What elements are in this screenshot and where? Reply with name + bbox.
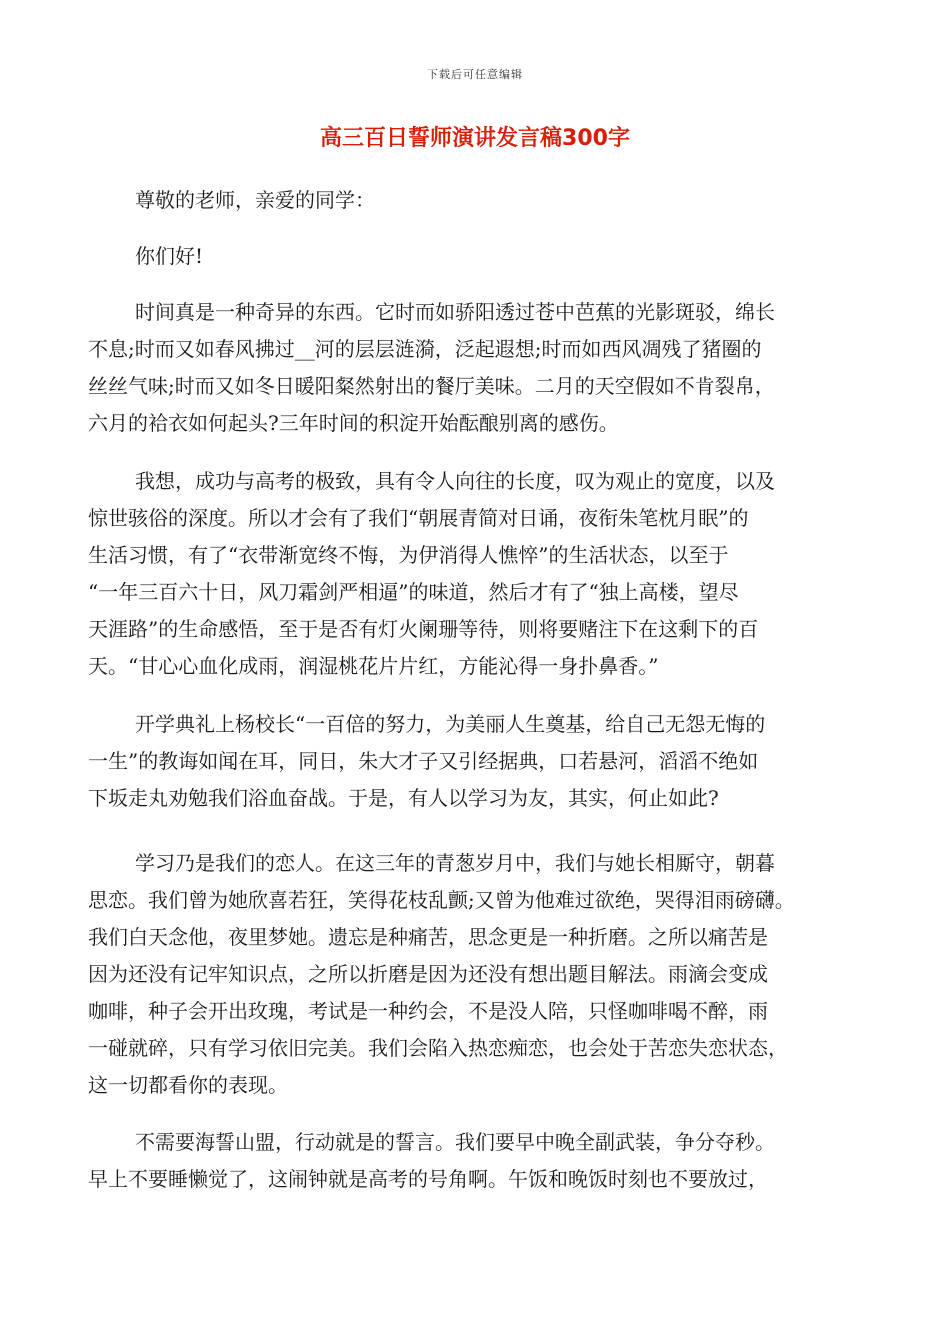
paragraph-line: 早上不要睡懒觉了，这闹钟就是高考的号角啊。午饭和晚饭时刻也不要放过， bbox=[88, 1167, 768, 1191]
paragraph-line: 这一切都看你的表现。 bbox=[88, 1073, 288, 1097]
paragraph bbox=[88, 706, 868, 817]
paragraph bbox=[88, 1124, 868, 1198]
paragraph-line: 我想，成功与高考的极致，具有令人向往的长度，叹为观止的宽度，以及 bbox=[135, 469, 775, 493]
document-title: 高三百日誓师演讲发言稿300字 bbox=[320, 126, 630, 151]
paragraph-line: 不需要海誓山盟，行动就是的誓言。我们要早中晚全副武装，争分夺秒。 bbox=[135, 1130, 775, 1154]
paragraph-line: 学习乃是我们的恋人。在这三年的青葱岁月中，我们与她长相厮守，朝暮 bbox=[135, 851, 775, 875]
paragraph-line: 不息;时而又如春风拂过__河的层层涟漪，泛起遐想;时而如西风凋残了猪圈的 bbox=[88, 337, 762, 361]
paragraph-line: 思恋。我们曾为她欣喜若狂，笑得花枝乱颤;又曾为他难过欲绝，哭得泪雨磅礴。 bbox=[88, 888, 795, 912]
paragraph bbox=[88, 845, 868, 1104]
paragraph-line: 生活习惯，有了“衣带渐宽终不悔，为伊消得人憔悴”的生活状态，以至于 bbox=[88, 543, 729, 567]
paragraph-line: 因为还没有记牢知识点，之所以折磨是因为还没有想出题目解法。雨滴会变成 bbox=[88, 962, 768, 986]
download-note: 下载后可任意编辑 bbox=[427, 68, 523, 81]
paragraph-line: 开学典礼上杨校长“一百倍的努力，为美丽人生奠基，给自己无怨无悔的 bbox=[135, 712, 766, 736]
paragraph-line: 时间真是一种奇异的东西。它时而如骄阳透过苍中芭蕉的光影斑驳，绵长 bbox=[135, 300, 775, 324]
paragraph-line: 一碰就碎，只有学习依旧完美。我们会陷入热恋痴恋，也会处于苦恋失恋状态， bbox=[88, 1036, 788, 1060]
paragraph bbox=[88, 294, 868, 442]
paragraph-line: 六月的袷衣如何起头?三年时间的积淀开始酝酿别离的感伤。 bbox=[88, 411, 619, 435]
paragraph-line: 惊世骇俗的深度。所以才会有了我们“朝展青简对日诵，夜衔朱笔枕月眠”的 bbox=[88, 506, 749, 530]
paragraph-line: 我们白天念他，夜里梦她。遗忘是种痛苦，思念更是一种折磨。之所以痛苦是 bbox=[88, 925, 768, 949]
paragraph-line: 丝丝气味;时而又如冬日暖阳粲然射出的餐厅美味。二月的天空假如不肯裂帛， bbox=[88, 374, 775, 398]
salutation: 尊敬的老师，亲爱的同学： bbox=[135, 188, 375, 212]
paragraph-line: 天。“甘心心血化成雨，润湿桃花片片红，方能沁得一身扑鼻香。” bbox=[88, 654, 659, 678]
greeting: 你们好! bbox=[135, 244, 204, 268]
paragraph-line: “一年三百六十日，风刀霜剑严相逼”的味道，然后才有了“独上高楼，望尽 bbox=[88, 580, 739, 604]
paragraph-line: 天涯路”的生命感悟，至于是否有灯火阑珊等待，则将要赌注下在这剩下的百 bbox=[88, 617, 759, 641]
paragraph-line: 咖啡，种子会开出玫瑰，考试是一种约会，不是没人陪，只怪咖啡喝不醉，雨 bbox=[88, 999, 768, 1023]
paragraph-line: 下坂走丸劝勉我们浴血奋战。于是，有人以学习为友，其实，何止如此? bbox=[88, 786, 719, 810]
paragraph-line: 一生”的教诲如闻在耳，同日，朱大才子又引经据典，口若悬河，滔滔不绝如 bbox=[88, 749, 759, 773]
paragraph bbox=[88, 463, 868, 685]
